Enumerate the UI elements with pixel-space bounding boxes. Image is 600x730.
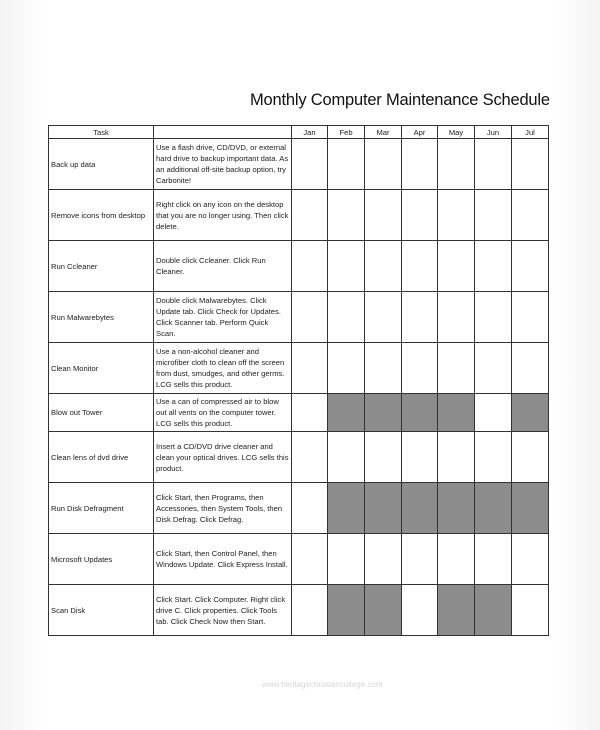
task-name: Blow out Tower xyxy=(49,394,154,432)
month-cell xyxy=(512,432,549,483)
task-instructions: Click Start, then Programs, then Accessories, then System Tools, then Disk Defrag. Click Defrag. xyxy=(154,483,292,534)
month-cell xyxy=(365,534,402,585)
task-instructions: Double click Malwarebytes. Click Update tab. Click Check for Updates. Click Scanner tab. Perform Quick Scan. xyxy=(154,292,292,343)
column-header-jun: Jun xyxy=(475,126,512,139)
task-name: Run Disk Defragment xyxy=(49,483,154,534)
month-cell-shaded xyxy=(438,394,475,432)
month-cell xyxy=(475,343,512,394)
month-cell xyxy=(328,241,365,292)
month-cell-shaded xyxy=(328,483,365,534)
month-cell-shaded xyxy=(475,483,512,534)
task-instructions: Use a non-alcohol cleaner and microfiber cloth to clean off the screen from dust, smudges, and other germs. LCG sells this product. xyxy=(154,343,292,394)
month-cell-shaded xyxy=(475,585,512,636)
table-header-row xyxy=(49,126,549,139)
month-cell-shaded xyxy=(365,585,402,636)
month-cell xyxy=(402,292,438,343)
month-cell xyxy=(365,190,402,241)
month-cell xyxy=(512,343,549,394)
month-cell xyxy=(438,432,475,483)
month-cell xyxy=(328,343,365,394)
task-instructions: Insert a CD/DVD drive cleaner and clean your optical drives. LCG sells this product. xyxy=(154,432,292,483)
column-header-may: May xyxy=(438,126,475,139)
month-cell xyxy=(292,241,328,292)
month-cell xyxy=(512,241,549,292)
month-cell xyxy=(328,432,365,483)
maintenance-schedule-table xyxy=(48,125,549,636)
task-instructions: Double click Ccleaner. Click Run Cleaner. xyxy=(154,241,292,292)
month-cell xyxy=(292,190,328,241)
month-cell xyxy=(512,534,549,585)
table-row xyxy=(49,483,549,534)
month-cell xyxy=(328,292,365,343)
task-name: Remove icons from desktop xyxy=(49,190,154,241)
month-cell xyxy=(328,139,365,190)
month-cell xyxy=(402,432,438,483)
month-cell xyxy=(438,534,475,585)
table-body xyxy=(49,139,549,636)
task-name: Back up data xyxy=(49,139,154,190)
task-name: Run Malwarebytes xyxy=(49,292,154,343)
task-instructions: Click Start. Click Computer. Right click drive C. Click properties. Click Tools tab. Click Check Now then Start. xyxy=(154,585,292,636)
table-row xyxy=(49,534,549,585)
month-cell xyxy=(475,534,512,585)
month-cell xyxy=(438,292,475,343)
task-name: Microsoft Updates xyxy=(49,534,154,585)
month-cell xyxy=(402,241,438,292)
month-cell xyxy=(402,585,438,636)
task-name: Clean Monitor xyxy=(49,343,154,394)
month-cell-shaded xyxy=(365,394,402,432)
month-cell xyxy=(328,534,365,585)
table-row xyxy=(49,394,549,432)
month-cell-shaded xyxy=(438,585,475,636)
month-cell xyxy=(475,241,512,292)
month-cell-shaded xyxy=(402,483,438,534)
month-cell xyxy=(512,190,549,241)
table-row xyxy=(49,343,549,394)
column-header-task: Task xyxy=(49,126,154,139)
month-cell xyxy=(292,534,328,585)
month-cell xyxy=(365,432,402,483)
table-row xyxy=(49,585,549,636)
table-row xyxy=(49,190,549,241)
table-row xyxy=(49,139,549,190)
column-header-apr: Apr xyxy=(402,126,438,139)
column-header-feb: Feb xyxy=(328,126,365,139)
task-name: Run Ccleaner xyxy=(49,241,154,292)
month-cell xyxy=(438,190,475,241)
month-cell-shaded xyxy=(365,483,402,534)
month-cell xyxy=(512,139,549,190)
month-cell xyxy=(292,292,328,343)
month-cell xyxy=(475,139,512,190)
task-instructions: Right click on any icon on the desktop that you are no longer using. Then click delete. xyxy=(154,190,292,241)
task-name: Clean lens of dvd drive xyxy=(49,432,154,483)
month-cell xyxy=(402,190,438,241)
month-cell xyxy=(402,534,438,585)
column-header-jan: Jan xyxy=(292,126,328,139)
task-name: Scan Disk xyxy=(49,585,154,636)
column-header-mar: Mar xyxy=(365,126,402,139)
month-cell xyxy=(328,190,365,241)
month-cell xyxy=(438,241,475,292)
month-cell xyxy=(512,292,549,343)
task-instructions: Use a flash drive, CD/DVD, or external hard drive to backup important data. As an additional off-site backup option, try Carbonite! xyxy=(154,139,292,190)
month-cell xyxy=(402,139,438,190)
column-header-jul: Jul xyxy=(512,126,549,139)
watermark: www.heritagechristiancollege.com xyxy=(262,680,383,689)
month-cell xyxy=(402,343,438,394)
table-row xyxy=(49,292,549,343)
task-instructions: Use a can of compressed air to blow out all vents on the computer tower. LCG sells this product. xyxy=(154,394,292,432)
month-cell-shaded xyxy=(328,585,365,636)
month-cell xyxy=(292,343,328,394)
month-cell-shaded xyxy=(402,394,438,432)
month-cell-shaded xyxy=(512,394,549,432)
month-cell xyxy=(292,139,328,190)
month-cell xyxy=(292,585,328,636)
month-cell xyxy=(292,483,328,534)
table-row xyxy=(49,241,549,292)
month-cell xyxy=(365,343,402,394)
task-instructions: Click Start, then Control Panel, then Windows Update. Click Express Install. xyxy=(154,534,292,585)
month-cell-shaded xyxy=(512,483,549,534)
month-cell xyxy=(438,139,475,190)
page-title: Monthly Computer Maintenance Schedule xyxy=(250,91,550,109)
month-cell-shaded xyxy=(438,483,475,534)
month-cell xyxy=(292,394,328,432)
table-row xyxy=(49,432,549,483)
month-cell-shaded xyxy=(328,394,365,432)
month-cell xyxy=(365,241,402,292)
month-cell xyxy=(475,394,512,432)
column-header-instructions xyxy=(154,126,292,139)
month-cell xyxy=(292,432,328,483)
month-cell xyxy=(512,585,549,636)
month-cell xyxy=(475,292,512,343)
month-cell xyxy=(475,190,512,241)
month-cell xyxy=(365,292,402,343)
month-cell xyxy=(475,432,512,483)
month-cell xyxy=(438,343,475,394)
month-cell xyxy=(365,139,402,190)
